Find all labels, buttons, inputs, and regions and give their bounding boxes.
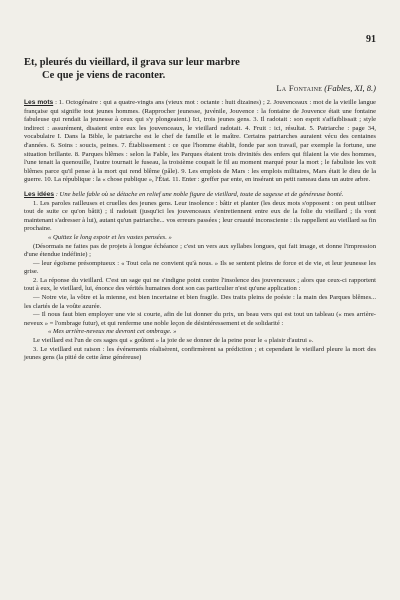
- idees-intro-paragraph: [24, 191, 376, 200]
- idees-heading: Les idées: [24, 190, 55, 198]
- idees-paragraph: 2. La réponse du vieillard. C'est un sage qui ne s'indigne point contre l'insolence des jouvenceaux ; alors que ceux-ci rapportent tout à eux, le vieillard, lui, énonce des vérités humaines dont son cas particulier n'est qu'une application :: [24, 276, 376, 293]
- mots-heading: Les mots: [24, 99, 54, 106]
- section-idees: [24, 191, 376, 363]
- epigraph-attribution: [24, 83, 376, 93]
- epigraph-line-1: Et, pleurés du vieillard, il grava sur leur marbre: [24, 57, 240, 68]
- idees-paragraph: 3. Le vieillard eut raison : les événements réalisèrent, confirmèrent sa prédiction ; et cependant le vieillard pleure la mort des jeunes gens (la pitié de cette âme généreuse): [24, 345, 376, 362]
- mots-paragraph: [24, 99, 376, 185]
- page-content: [24, 30, 376, 363]
- mots-text: : 1. Octogénaire : qui a quatre-vingts ans (vieux mot : octante : huit dizaines) ; 2. Jouvenceaux : mot de la vieille langue française qui signifie tout jeunes hommes. (Rapprocher jeunesse, juvénile, Jouvence : la fontaine de Jouvence était une fontaine fabuleuse qui rendait la jeunesse à ceux qui s'y plongeaient.) Ici, trois jeunes gens. 3. Il radotait : son esprit s'affaiblissait ; style indirect : assurément, disaient entre eux les jouvenceaux, le vieillard radotait. 4. Fruit : ici, résultat. 5. Patriarche : page 34, vocabulaire I. Dans la Bible, le patriarche est le chef de famille et le maître. Certains patriarches auraient vécu des centaines d'années. 6. Soins : soucis, peines. 7. Établissement : ce que l'homme établit, fonde par son travail, par exemple la fortune, une situation brillante. 8. Parques blêmes : selon la Fable, les Parques étaient trois divinités des enfers qui filaient la vie des hommes, l'une tenait la quenouille, l'autre tournait le fuseau, la troisième coupait le fil au moment marqué pour la mort ; le fabuliste les voit blêmes parce qu'il pense à la mort qui rend blême (pâle). 9. Les emplois de Mars : les emplois militaires, Mars était le dieu de la guerre. 10. La république : la « chose publique », l'État. 11. Enter : greffer par ente, en insérant un petit rameau dans un autre arbre.: [24, 99, 376, 184]
- idees-intro: : Une belle fable où se détache en relief une noble figure de vieillard, toute de sagesse et de généreuse bonté.: [54, 190, 344, 198]
- idees-paragraph: — Notre vie, la vôtre et la mienne, est bien incertaine et bien fragile. Des traits pleins de poésie : la main des Parques blêmes... les clartés de la voûte azurée.: [24, 294, 376, 310]
- idees-paragraph: 1. Les paroles railleuses et cruelles des jeunes gens. Leur insolence : bâtir et planter (les deux mots s'opposent : on peut utiliser tout de suite ce qu'on bâtit) ; il radotait (jusqu'ici les jouvenceaux s'entretiennent entre eux de la folie du vieillard ; ils vont maintenant s'adresser à lui), autant qu'un patriarche... vos erreurs passées ; leur cruauté inconsciente : ils rappellent au vieillard sa fin prochaine.: [24, 199, 376, 233]
- section-mots: [24, 99, 376, 185]
- idees-paragraph: — leur égoïsme présomptueux : « Tout cela ne convient qu'à nous. » Ils se sentent pleins de force et de vie, et leur jeunesse les grise.: [24, 259, 376, 276]
- idees-paragraph: Le vieillard est l'un de ces sages qui « goûtent » la joie de se donner de la peine pour le « plaisir d'autrui ».: [33, 337, 314, 345]
- epigraph-source: (Fables, XI, 8.): [324, 83, 376, 93]
- idees-quote: « Quittez le long espoir et les vastes pensées. »: [48, 233, 172, 241]
- epigraph-author: La Fontaine: [276, 83, 323, 93]
- page-number: 91: [366, 34, 376, 45]
- idees-quote: « Mes arrière-neveux me devront cet ombrage. »: [48, 328, 177, 336]
- idees-paragraph: (Désormais ne faites pas de projets à longue échéance ; c'est un vers aux syllabes longues, qui fait image, et donne l'impression d'une étendue indéfinie) ;: [24, 242, 376, 259]
- epigraph-line-2: Ce que je viens de raconter.: [42, 70, 166, 81]
- idees-paragraph: — Il nous faut bien employer une vie si courte, afin de lui donner du prix, un beau vers qui est tout un tableau (« mes arrière-neveux » = l'ombrage futur), et qui renferme une noble leçon de désintéressement et de solidarité :: [24, 311, 376, 327]
- epigraph: [24, 56, 376, 82]
